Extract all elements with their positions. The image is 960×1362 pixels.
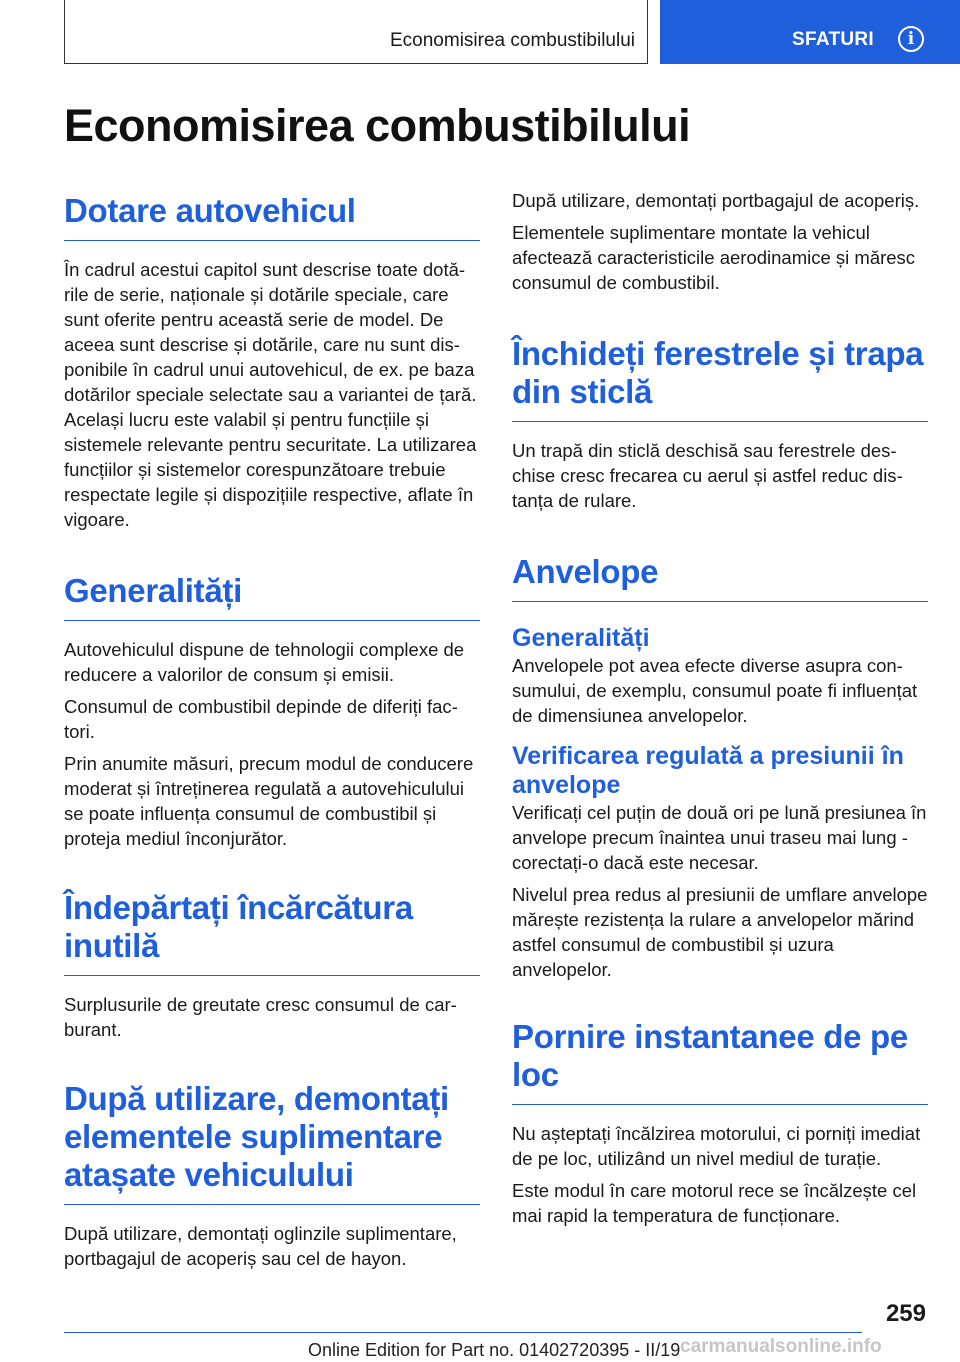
paragraph: După utilizare, demontați oglinzile suplimentare, portbagajul de acoperiș sau cel de hayon. xyxy=(64,1223,457,1269)
paragraph: Autovehiculul dispune de tehnologii complexe de reducere a valorilor de consum și emisii. xyxy=(64,639,465,685)
header-section-badge[interactable] xyxy=(660,0,960,64)
section-ferestre xyxy=(512,335,928,513)
section-heading: Dotare autovehicul xyxy=(64,192,480,241)
section-demontati xyxy=(64,1080,480,1271)
right-column xyxy=(512,188,928,1228)
info-icon: i xyxy=(898,26,924,52)
paragraph: În cadrul acestui capitol sunt descrise toate dotările de serie, naționale și dotările speciale, care sunt oferite pentru această serie de model. De aceea sunt descrise și dotările, care nu sunt disponibile în cadrul unui autovehicul, de ex. pe baza dotărilor speciale selectate sau a variantei de țară. Același lucru este valabil și pentru funcțiile și sistemele relevante pentru securitate. La utilizarea funcțiilor și sistemelor corespunzătoare trebuie respectate legile și dispozițiile respective, aflate în vigoare. xyxy=(64,259,477,530)
section-incarcatura xyxy=(64,889,480,1042)
section-heading: Îndepărtați încărcătura inutilă xyxy=(64,889,480,976)
paragraph: Prin anumite măsuri, precum modul de conducere moderat și întreținerea regulată a autovehiculului se poate influența consumul de combustibil și proteja mediul înconjurător. xyxy=(64,753,474,849)
section-pornire xyxy=(512,1018,928,1228)
section-heading: Închideți ferestrele și trapa din sticlă xyxy=(512,335,928,422)
page-number: 259 xyxy=(885,1300,926,1327)
subsection-heading: Generalități xyxy=(512,624,650,652)
section-generalitati xyxy=(64,572,480,851)
subsection-heading: Verificarea regulată a presiunii în anvelope xyxy=(512,742,904,799)
header-section-label: SFATURI xyxy=(792,29,874,50)
section-dotare xyxy=(64,192,480,532)
page-title: Economisirea combustibilului xyxy=(64,100,691,151)
section-heading: Pornire instantanee de pe loc xyxy=(512,1018,928,1105)
section-anvelope xyxy=(512,553,928,982)
section-heading: Generalități xyxy=(64,572,480,621)
paragraph: Nu așteptați încălzirea motorului, ci porniți imediat de pe loc, utilizând un nivel mediul de turație. xyxy=(512,1123,921,1169)
paragraph: După utilizare, demontați portbagajul de acoperiș. xyxy=(512,190,920,211)
paragraph: Consumul de combustibil depinde de diferiți factori. xyxy=(64,696,458,742)
header-chapter-tab xyxy=(64,0,648,64)
paragraph: Nivelul prea redus al presiunii de umflare anvelope mărește rezistența la rulare a anvelopelor mărind astfel consumul de combustibil și uzura anvelopelor. xyxy=(512,884,928,980)
footer-divider xyxy=(64,1332,862,1333)
left-column xyxy=(64,188,480,1271)
paragraph: Este modul în care motorul rece se încălzește cel mai rapid la temperatura de funcționare. xyxy=(512,1180,917,1226)
header-chapter-title: Economisirea combustibilului xyxy=(390,30,635,51)
section-heading: După utilizare, demontați elementele suplimentare atașate vehiculului xyxy=(64,1080,480,1205)
section-heading: Anvelope xyxy=(512,553,928,602)
paragraph: Un trapă din sticlă deschisă sau ferestrele deschise cresc frecarea cu aerul și astfel reduc distanța de rulare. xyxy=(512,440,903,511)
paragraph: Surplusurile de greutate cresc consumul de carburant. xyxy=(64,994,457,1040)
paragraph: Verificați cel puțin de două ori pe lună presiunea în anvelope precum înaintea unui traseu mai lung - corectați-o dacă este necesar. xyxy=(512,802,927,873)
footer-edition: Online Edition for Part no. 01402720395 - II/19 xyxy=(308,1340,681,1360)
paragraph: Elementele suplimentare montate la vehicul afectează caracteristicile aerodinamice și măresc consumul de combustibil. xyxy=(512,222,916,293)
watermark: carmanualsonline.info xyxy=(680,1336,882,1357)
paragraph: Anvelopele pot avea efecte diverse asupra consumului, de exemplu, consumul poate fi influențat de dimensiunea anvelopelor. xyxy=(512,655,918,726)
